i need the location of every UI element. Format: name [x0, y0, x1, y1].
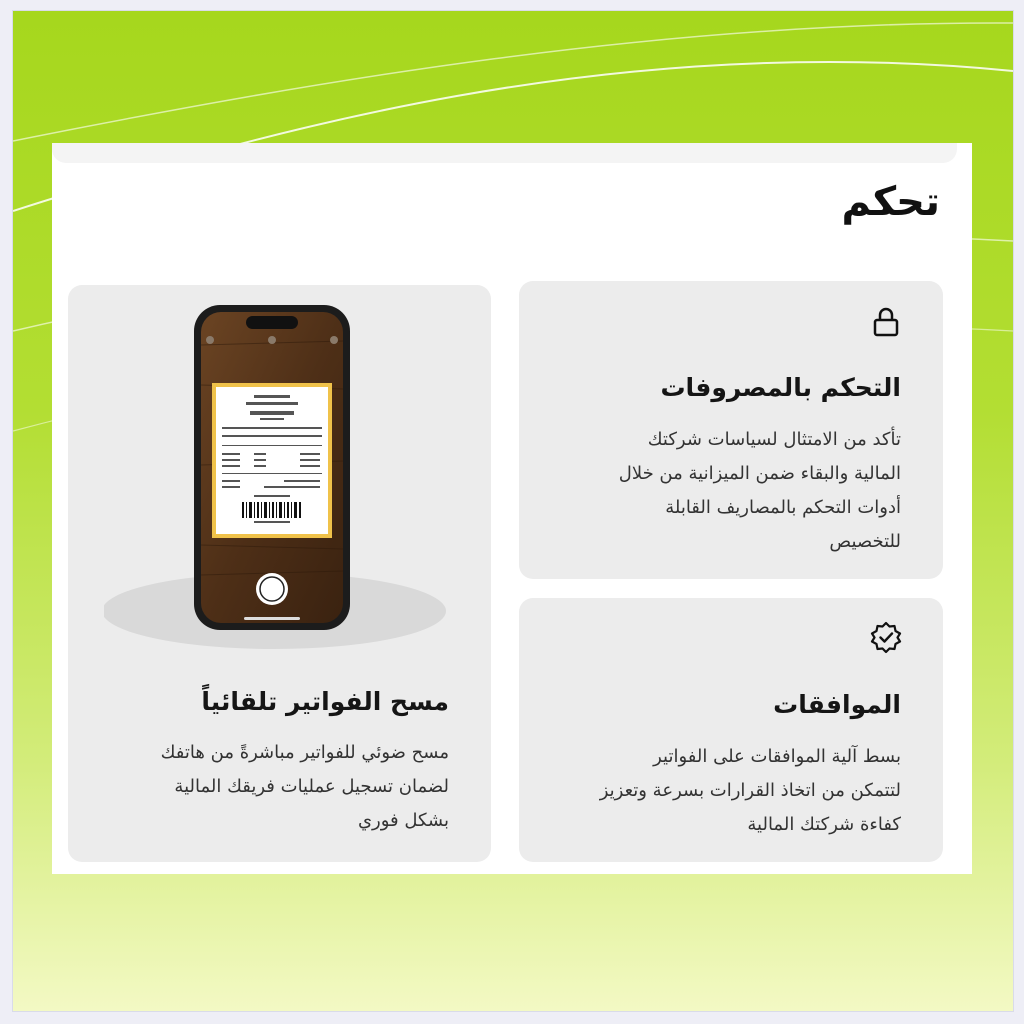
- description-line: كفاءة شركتك المالية: [747, 814, 901, 835]
- expense-control-card[interactable]: [519, 281, 943, 579]
- invoice-scan-title: مسح الفواتير تلقائياً: [201, 687, 449, 716]
- approvals-title: الموافقات: [773, 690, 901, 719]
- panel-top-strip: [52, 143, 957, 163]
- page-title: تحكم: [841, 179, 940, 225]
- expense-control-title: التحكم بالمصروفات: [660, 373, 901, 402]
- invoice-scan-card[interactable]: [68, 285, 491, 862]
- description-line: لضمان تسجيل عمليات فريقك المالية: [174, 776, 449, 797]
- description-line: مسح ضوئي للفواتير مباشرةً من هاتفك: [160, 742, 449, 763]
- phone-scan-illustration: [104, 305, 454, 655]
- approvals-description: [600, 740, 901, 842]
- invoice-scan-description: [161, 736, 449, 838]
- description-line: للتخصيص: [829, 531, 901, 552]
- verified-badge-icon: [869, 620, 903, 654]
- expense-control-description: [619, 423, 901, 559]
- approvals-card[interactable]: [519, 598, 943, 862]
- control-section-panel: [52, 143, 972, 874]
- description-line: تأكد من الامتثال لسياسات شركتك: [647, 429, 901, 450]
- description-line: أدوات التحكم بالمصاريف القابلة: [665, 497, 901, 518]
- description-line: بشكل فوري: [357, 810, 449, 831]
- description-line: المالية والبقاء ضمن الميزانية من خلال: [618, 463, 901, 484]
- description-line: بسط آلية الموافقات على الفواتير: [653, 746, 901, 767]
- description-line: لتتمكن من اتخاذ القرارات بسرعة وتعزيز: [599, 780, 901, 801]
- phone-illustration: [104, 305, 454, 655]
- lock-icon: [869, 305, 903, 339]
